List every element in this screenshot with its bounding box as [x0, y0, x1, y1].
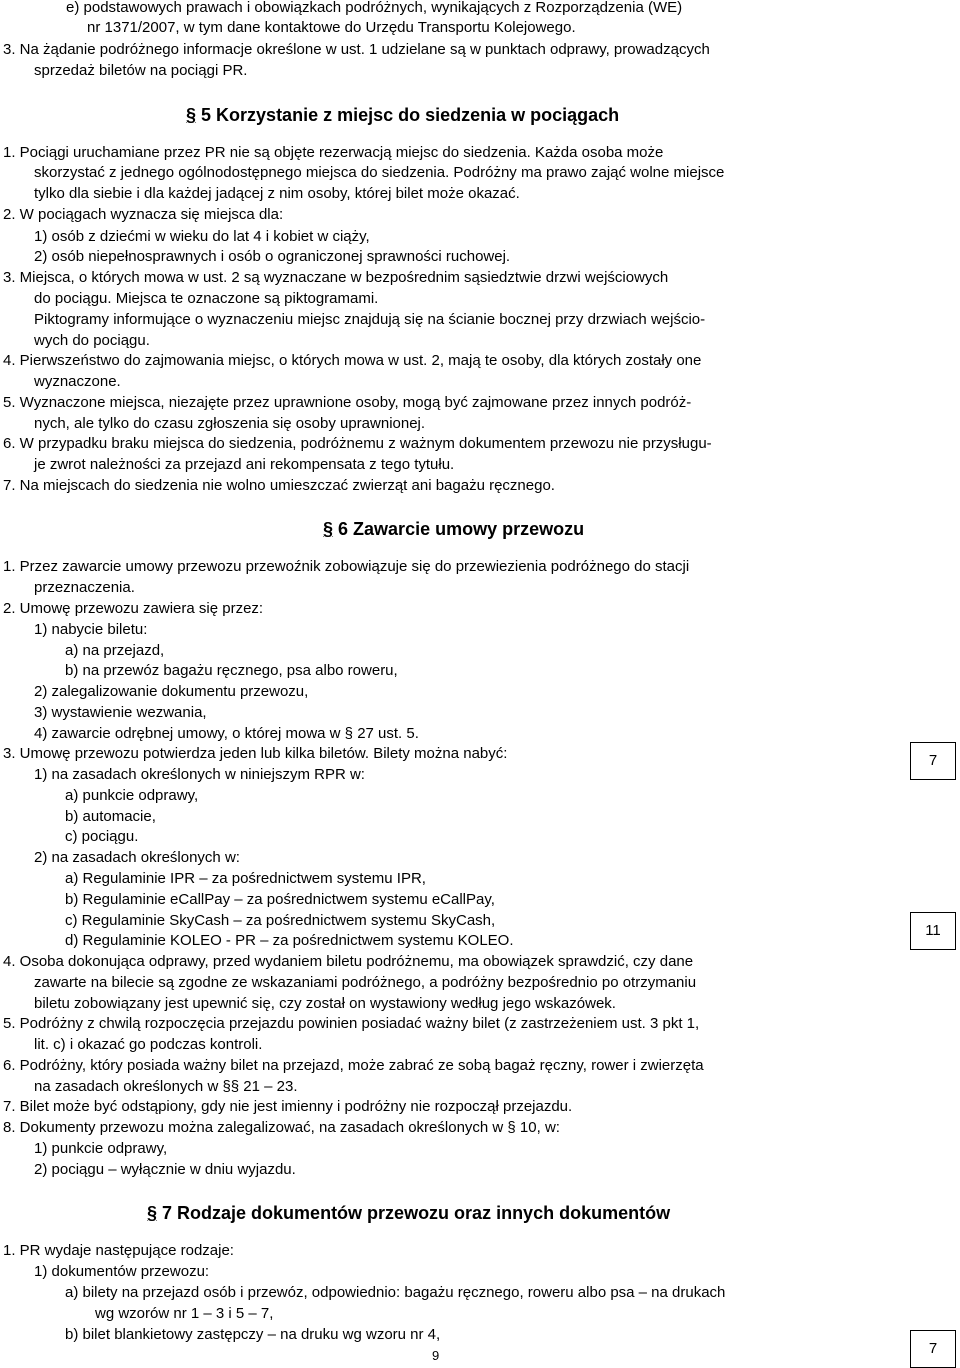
text-line: 7. Bilet może być odstąpiony, gdy nie jest imienny i podróżny nie rozpoczął przejazdu. [3, 1098, 573, 1115]
text-line: skorzystać z jednego ogólnodostępnego miejsca do siedzenia. Podróżny ma prawo zająć wolne miejsce [34, 164, 725, 181]
text-line: 1. Przez zawarcie umowy przewozu przewoźnik zobowiązuje się do przewiezienia podróżnego do stacji [3, 558, 690, 575]
margin-note-box: 11 [910, 912, 956, 950]
text-line: nr 1371/2007, w tym dane kontaktowe do Urzędu Transportu Kolejowego. [87, 19, 576, 36]
text-line: 1) dokumentów przewozu: [34, 1263, 210, 1280]
text-line: 7. Na miejscach do siedzenia nie wolno umieszczać zwierząt ani bagażu ręcznego. [3, 477, 555, 494]
section-heading-7 [147, 1202, 670, 1224]
text-line: 4. Osoba dokonująca odprawy, przed wydaniem biletu podróżnemu, ma obowiązek sprawdzić, czy dane [3, 953, 694, 970]
text-line: lit. c) i okazać go podczas kontroli. [34, 1036, 263, 1053]
text-line: a) bilety na przejazd osób i przewóz, odpowiednio: bagażu ręcznego, roweru albo psa – na drukach [65, 1284, 726, 1301]
text-line: 3. Miejsca, o których mowa w ust. 2 są wyznaczane w bezpośrednim sąsiedztwie drzwi wejściowych [3, 269, 669, 286]
section-title: 6 Zawarcie umowy przewozu [338, 519, 585, 539]
text-line: c) pociągu. [65, 828, 139, 845]
text-line: 2) pociągu – wyłącznie w dniu wyjazdu. [34, 1161, 296, 1178]
text-line: wych do pociągu. [34, 332, 150, 349]
text-line: do pociągu. Miejsca te oznaczone są piktogramami. [34, 290, 379, 307]
text-line: 2) osób niepełnosprawnych i osób o ograniczonej sprawności ruchowej. [34, 248, 511, 265]
text-line: 1. Pociągi uruchamiane przez PR nie są objęte rezerwacją miejsc do siedzenia. Każda osoba może [3, 144, 664, 161]
text-line: 2) na zasadach określonych w: [34, 849, 240, 866]
text-line: 1) osób z dziećmi w wieku do lat 4 i kobiet w ciąży, [34, 228, 370, 245]
text-line: 4) zawarcie odrębnej umowy, o której mowa w § 27 ust. 5. [34, 725, 419, 742]
text-line: 1) nabycie biletu: [34, 621, 148, 638]
section-heading-6 [323, 518, 584, 540]
section-symbol: § [186, 105, 197, 125]
text-line: 2. Umowę przewozu zawiera się przez: [3, 600, 264, 617]
text-line: 6. W przypadku braku miejsca do siedzenia, podróżnemu z ważnym dokumentem przewozu nie przysługu- [3, 435, 712, 452]
text-line: 2. W pociągach wyznacza się miejsca dla: [3, 206, 284, 223]
text-line: 8. Dokumenty przewozu można zalegalizować, na zasadach określonych w § 10, w: [3, 1119, 560, 1136]
text-line: na zasadach określonych w §§ 21 – 23. [34, 1078, 298, 1095]
text-line: wg wzorów nr 1 – 3 i 5 – 7, [95, 1305, 274, 1322]
text-line: e) podstawowych prawach i obowiązkach podróżnych, wynikających z Rozporządzenia (WE) [66, 0, 683, 16]
text-line: przeznaczenia. [34, 579, 135, 596]
text-line: tylko dla siebie i dla każdej jadącej z nim osoby, której bilet może okazać. [34, 185, 520, 202]
section-heading-5 [186, 104, 619, 126]
text-line: b) automacie, [65, 808, 156, 825]
text-line: 5. Wyznaczone miejsca, niezajęte przez uprawnione osoby, mogą być zajmowane przez innych podróż- [3, 394, 692, 411]
text-line: 3) wystawienie wezwania, [34, 704, 207, 721]
text-line: 1. PR wydaje następujące rodzaje: [3, 1242, 234, 1259]
margin-note-box: 7 [910, 1330, 956, 1368]
text-line: Piktogramy informujące o wyznaczeniu miejsc znajdują się na ścianie bocznej przy drzwiach wejścio- [34, 311, 706, 328]
page-number: 9 [432, 1348, 440, 1363]
text-line: b) bilet blankietowy zastępczy – na druku wg wzoru nr 4, [65, 1326, 441, 1343]
text-line: a) na przejazd, [65, 642, 165, 659]
margin-note-box: 7 [910, 742, 956, 780]
text-line: 4. Pierwszeństwo do zajmowania miejsc, o których mowa w ust. 2, mają te osoby, dla których zostały one [3, 352, 702, 369]
text-line: zawarte na bilecie są zgodne ze wskazaniami podróżnego, a podróżny bezpośrednio po otrzymaniu [34, 974, 697, 991]
text-line: a) Regulaminie IPR – za pośrednictwem systemu IPR, [65, 870, 426, 887]
text-line: 5. Podróżny z chwilą rozpoczęcia przejazdu powinien posiadać ważny bilet (z zastrzeżeniem ust. 3 pkt 1, [3, 1015, 700, 1032]
text-line: a) punkcie odprawy, [65, 787, 199, 804]
section-title: 5 Korzystanie z miejsc do siedzenia w pociągach [201, 105, 620, 125]
text-line: sprzedaż biletów na pociągi PR. [34, 62, 248, 79]
text-line: biletu zobowiązany jest upewnić się, czy został on wystawiony według jego wskazówek. [34, 995, 616, 1012]
text-line: 2) zalegalizowanie dokumentu przewozu, [34, 683, 309, 700]
section-title: 7 Rodzaje dokumentów przewozu oraz innych dokumentów [162, 1203, 671, 1223]
text-line: b) na przewóz bagażu ręcznego, psa albo roweru, [65, 662, 398, 679]
text-line: b) Regulaminie eCallPay – za pośrednictwem systemu eCallPay, [65, 891, 495, 908]
text-line: 3. Na żądanie podróżnego informacje określone w ust. 1 udzielane są w punktach odprawy, prowadzących [3, 41, 710, 58]
section-symbol: § [323, 519, 334, 539]
text-line: je zwrot należności za przejazd ani rekompensata z tego tytułu. [34, 456, 455, 473]
text-line: c) Regulaminie SkyCash – za pośrednictwem systemu SkyCash, [65, 912, 496, 929]
text-line: 3. Umowę przewozu potwierdza jeden lub kilka biletów. Bilety można nabyć: [3, 745, 508, 762]
text-line: nych, ale tylko do czasu zgłoszenia się osoby uprawnionej. [34, 415, 426, 432]
text-line: 1) punkcie odprawy, [34, 1140, 168, 1157]
text-line: wyznaczone. [34, 373, 121, 390]
text-line: 6. Podróżny, który posiada ważny bilet na przejazd, może zabrać ze sobą bagaż ręczny, rower i zwierzęta [3, 1057, 704, 1074]
text-line: d) Regulaminie KOLEO - PR – za pośrednictwem systemu KOLEO. [65, 932, 514, 949]
section-symbol: § [147, 1203, 158, 1223]
text-line: 1) na zasadach określonych w niniejszym RPR w: [34, 766, 365, 783]
